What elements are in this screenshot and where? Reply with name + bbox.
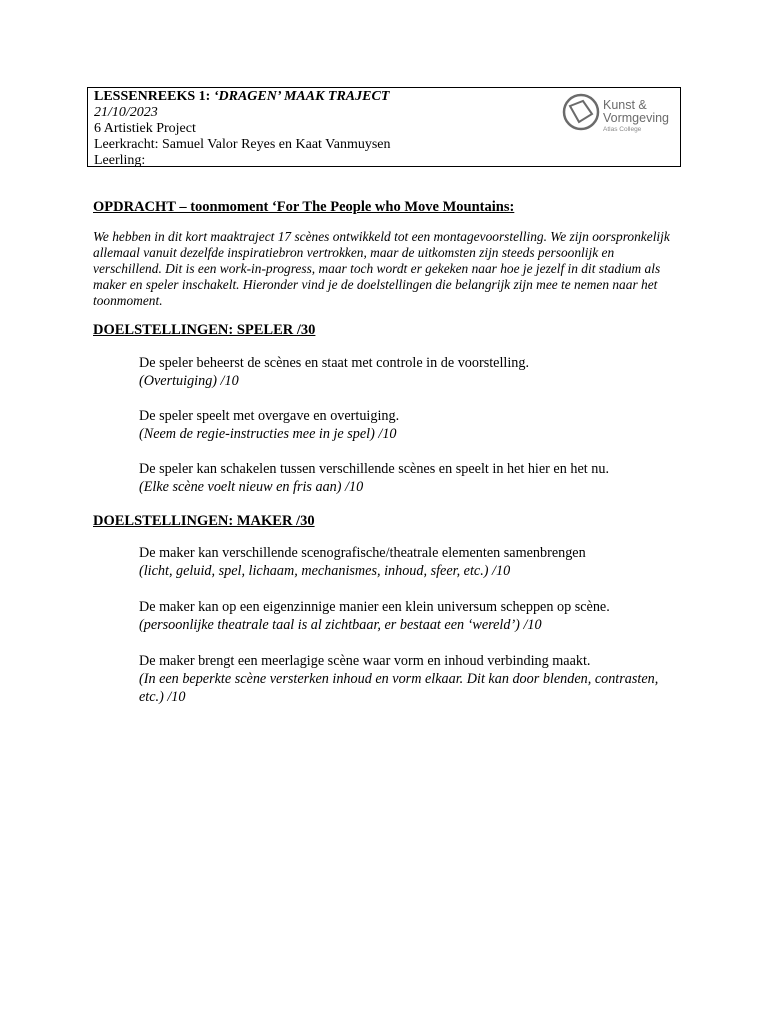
date: 21/10/2023 [94, 105, 158, 120]
assignment-title: OPDRACHT – toonmoment ‘For The People who Move Mountains: [93, 199, 515, 215]
student-label: Leerling: [94, 153, 146, 168]
course: 6 Artistiek Project [94, 121, 196, 136]
document-header [87, 87, 681, 167]
speler-heading: DOELSTELLINGEN: SPELER /30 [93, 322, 316, 338]
logo-emblem-icon [561, 92, 601, 132]
series-line [94, 89, 391, 105]
speler-goal-3 [139, 460, 679, 496]
assignment-intro: We hebben in dit kort maaktraject 17 scènes ontwikkeld tot een montagevoorstelling. We zijn oorspronkelijk allemaal vanuit dezelfde inspiratiebron vertrokken, maar de uitkomsten zijn steeds persoonlijk en verschillend. Dit is een work-in-progress, maar toch wordt er gekeken naar hoe je jezelf in dit stadium als maker en speler inschakelt. Hieronder vind je de doelstellingen die belangrijk zijn mee te nemen naar het toonmoment. [93, 229, 670, 308]
goal-criterion: (Elke scène voelt nieuw en fris aan) /10 [139, 479, 364, 495]
goal-text: De speler speelt met overgave en overtuiging. [139, 408, 400, 424]
maker-goal-1 [139, 544, 679, 580]
goal-criterion: (licht, geluid, spel, lichaam, mechanismes, inhoud, sfeer, etc.) /10 [139, 563, 511, 579]
series-label: LESSENREEKS 1: [94, 89, 214, 104]
goal-text: De speler kan schakelen tussen verschillende scènes en speelt in het hier en het nu. [139, 461, 609, 477]
goal-criterion: (Neem de regie-instructies mee in je spel) /10 [139, 426, 397, 442]
logo-line-3: Atlas College [603, 126, 642, 133]
maker-goal-3 [139, 652, 659, 706]
goal-criterion: (Overtuiging) /10 [139, 373, 239, 389]
maker-heading: DOELSTELLINGEN: MAKER /30 [93, 513, 315, 529]
header-info [94, 89, 391, 169]
logo-line-1: Kunst & [603, 98, 647, 112]
goal-text: De maker brengt een meerlagige scène waar vorm en inhoud verbinding maakt. [139, 653, 591, 669]
logo-line-2: Vormgeving [603, 111, 670, 125]
teachers: Leerkracht: Samuel Valor Reyes en Kaat Vanmuysen [94, 137, 391, 152]
goal-text: De maker kan verschillende scenografische/theatrale elementen samenbrengen [139, 545, 586, 561]
goal-criterion: (persoonlijke theatrale taal is al zichtbaar, er bestaat een ‘wereld’) /10 [139, 617, 542, 633]
series-title: ‘DRAGEN’ MAAK TRAJECT [213, 89, 390, 104]
speler-goal-2 [139, 407, 679, 443]
goal-criterion: (In een beperkte scène versterken inhoud en vorm elkaar. Dit kan door blenden, contrasten, etc.) /10 [139, 671, 659, 705]
goal-text: De maker kan op een eigenzinnige manier een klein universum scheppen op scène. [139, 599, 610, 615]
logo-text [603, 99, 669, 134]
maker-goal-2 [139, 598, 679, 634]
school-logo [561, 92, 676, 134]
speler-goal-1 [139, 354, 679, 390]
goal-text: De speler beheerst de scènes en staat met controle in de voorstelling. [139, 355, 530, 371]
